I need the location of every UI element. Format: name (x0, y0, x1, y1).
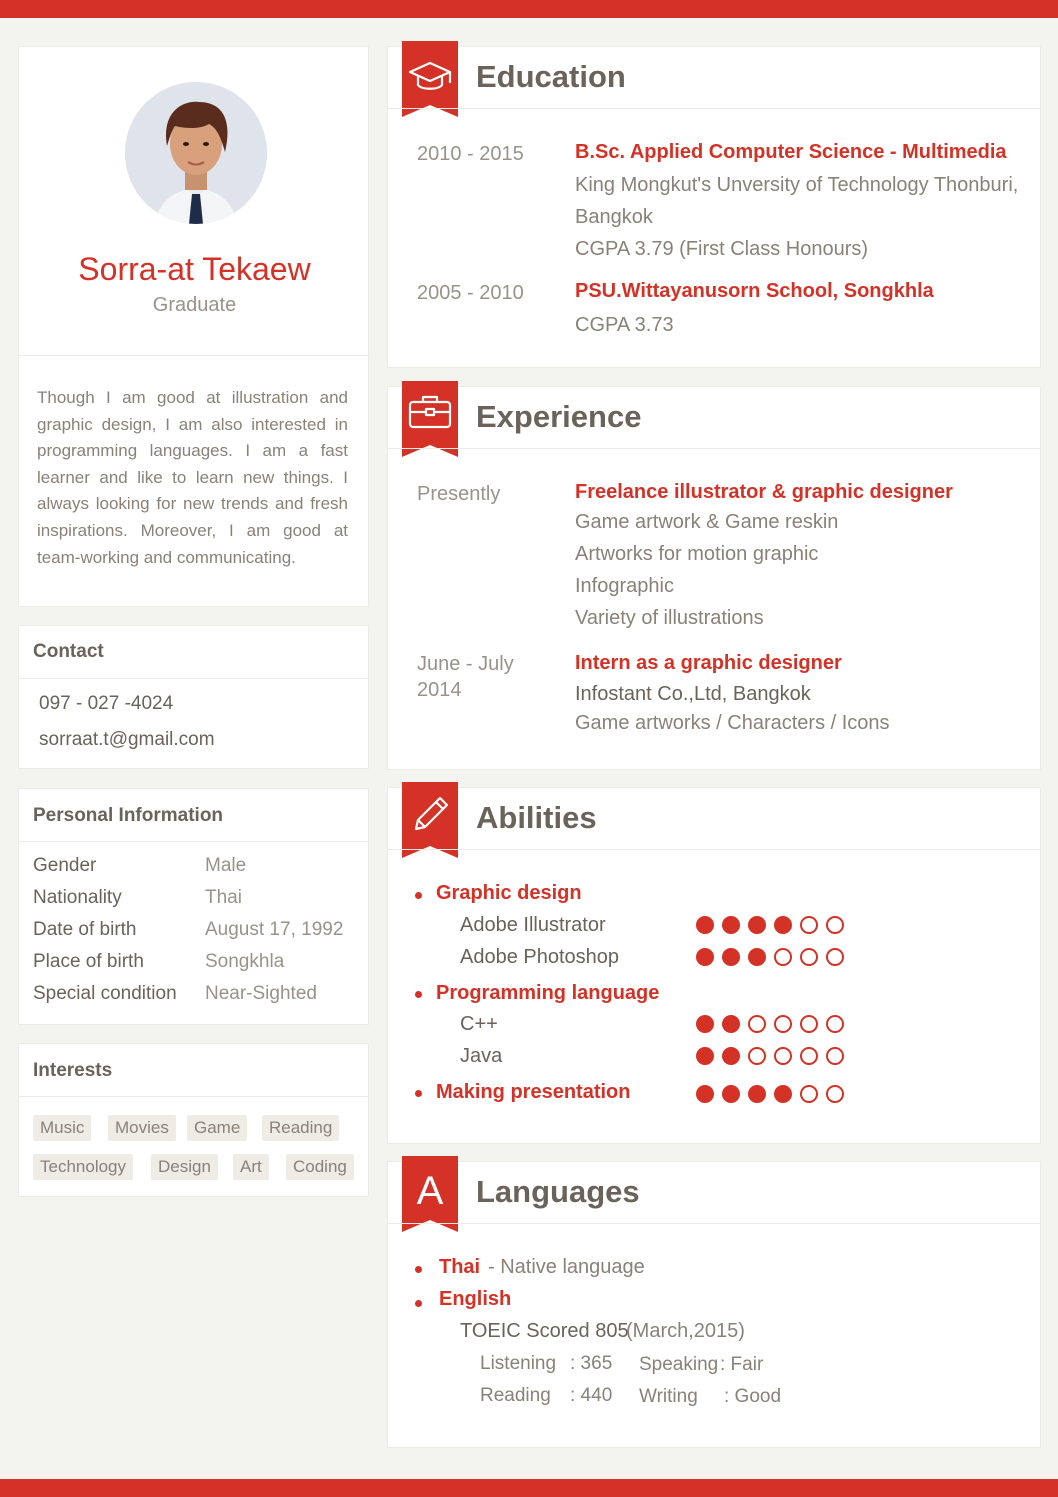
experience-role: Freelance illustrator & graphic designer (575, 481, 953, 503)
interest-tag: Reading (262, 1115, 339, 1141)
rating-dot-filled (774, 916, 792, 934)
rating-dot-filled (696, 916, 714, 934)
listening-value: : 365 (570, 1353, 613, 1374)
skill-rating (696, 1047, 844, 1065)
personal-info-title: Personal Information (33, 805, 224, 826)
experience-section (387, 386, 1041, 770)
experience-ribbon (402, 381, 458, 457)
divider (19, 355, 370, 356)
rating-dot-empty (774, 1047, 792, 1065)
interests-card (18, 1043, 369, 1197)
rating-dot-empty (800, 1085, 818, 1103)
divider (19, 1096, 368, 1097)
skill-rating (696, 916, 844, 934)
experience-date: Presently (417, 483, 501, 505)
rating-dot-filled (722, 916, 740, 934)
experience-line: Game artworks / Characters / Icons (575, 712, 890, 734)
divider (388, 108, 1040, 109)
bullet (415, 1266, 422, 1273)
language-thai: Thai (439, 1256, 481, 1278)
profile-name: Sorra-at Tekaew (78, 251, 311, 287)
interests-title: Interests (33, 1060, 113, 1081)
rating-dot-empty (800, 1015, 818, 1033)
education-degree: B.Sc. Applied Computer Science - Multimedia (575, 141, 1007, 163)
interest-tag: Game (187, 1115, 247, 1141)
ability-group: Programming language (436, 982, 660, 1004)
listening-label: Listening (480, 1353, 557, 1374)
ability-skill: Java (460, 1045, 503, 1067)
experience-role: Intern as a graphic designer (575, 652, 842, 674)
experience-line: Infographic (575, 575, 674, 597)
ability-group: Graphic design (436, 882, 582, 904)
rating-dot-filled (722, 1047, 740, 1065)
education-line: King Mongkut's Unversity of Technology Thonburi, (575, 174, 1019, 196)
skill-rating (696, 1015, 844, 1033)
dob-label: Date of birth (33, 919, 137, 940)
experience-date: June - July (417, 653, 514, 675)
rating-dot-empty (826, 916, 844, 934)
abilities-ribbon (402, 782, 458, 858)
rating-dot-filled (722, 1015, 740, 1033)
rating-dot-empty (800, 1047, 818, 1065)
nationality-value: Thai (205, 887, 242, 908)
about-text: Though I am good at illustration and graphic design, I am also interested in programming languages. I am a fast learner and like to learn new things. I always looking for new trends and fresh inspirations. Moreover, I am good at team-working and communicating. (37, 388, 348, 567)
special-condition-label: Special condition (33, 983, 177, 1004)
education-title: Education (476, 59, 626, 94)
writing-value: : Good (724, 1386, 782, 1407)
abilities-section (387, 787, 1041, 1144)
experience-company: Infostant Co.,Ltd, Bangkok (575, 683, 811, 705)
bullet (415, 1090, 422, 1097)
dob-value: August 17, 1992 (205, 919, 344, 940)
toeic-date: (March,2015) (626, 1320, 745, 1342)
speaking-label: Speaking (639, 1354, 719, 1375)
rating-dot-filled (748, 916, 766, 934)
contact-phone[interactable]: 097 - 027 -4024 (39, 693, 174, 714)
languages-ribbon (402, 1156, 458, 1232)
rating-dot-filled (696, 948, 714, 966)
contact-title: Contact (33, 641, 104, 662)
divider (388, 1223, 1040, 1224)
education-date: 2010 - 2015 (417, 143, 524, 165)
rating-dot-empty (774, 948, 792, 966)
ability-skill: Adobe Illustrator (460, 914, 606, 936)
special-condition-value: Near-Sighted (205, 983, 317, 1004)
skill-rating (696, 1085, 844, 1103)
letter-a-icon: A (416, 1169, 444, 1213)
languages-title: Languages (476, 1174, 640, 1209)
bullet (415, 892, 422, 899)
rating-dot-empty (826, 1015, 844, 1033)
nationality-label: Nationality (33, 887, 122, 908)
interest-tag: Design (151, 1154, 218, 1180)
education-ribbon (402, 41, 458, 117)
education-line: CGPA 3.79 (First Class Honours) (575, 238, 869, 260)
ability-skill: Adobe Photoshop (460, 946, 620, 968)
rating-dot-empty (826, 948, 844, 966)
interest-tag: Coding (286, 1154, 354, 1180)
rating-dot-filled (774, 1085, 792, 1103)
experience-date-year: 2014 (417, 679, 462, 701)
rating-dot-filled (696, 1047, 714, 1065)
education-line: Bangkok (575, 206, 653, 228)
divider (388, 849, 1040, 850)
education-school: PSU.Wittayanusorn School, Songkhla (575, 280, 934, 302)
rating-dot-empty (826, 1085, 844, 1103)
interest-tag: Technology (33, 1154, 133, 1180)
reading-value: : 440 (570, 1385, 613, 1406)
personal-info-card (18, 788, 369, 1025)
rating-dot-filled (696, 1015, 714, 1033)
rating-dot-empty (774, 1015, 792, 1033)
education-line: CGPA 3.73 (575, 314, 674, 336)
divider (388, 448, 1040, 449)
bullet (415, 991, 422, 998)
top-accent-bar (0, 0, 1058, 18)
experience-line: Artworks for motion graphic (575, 543, 819, 565)
bottom-accent-bar (0, 1479, 1058, 1497)
education-section (387, 46, 1041, 368)
experience-title: Experience (476, 399, 642, 434)
rating-dot-empty (800, 948, 818, 966)
experience-line: Variety of illustrations (575, 607, 764, 629)
pob-label: Place of birth (33, 951, 144, 972)
skill-rating (696, 948, 844, 966)
experience-line: Game artwork & Game reskin (575, 511, 839, 533)
toeic-score: TOEIC Scored 805 (460, 1320, 629, 1342)
speaking-value: : Fair (720, 1354, 764, 1375)
interest-tag: Music (33, 1115, 91, 1141)
avatar (125, 82, 267, 224)
interest-tag: Movies (108, 1115, 176, 1141)
education-date: 2005 - 2010 (417, 282, 524, 304)
divider (19, 841, 368, 842)
pob-value: Songkhla (205, 951, 285, 972)
gender-label: Gender (33, 855, 97, 876)
rating-dot-empty (826, 1047, 844, 1065)
rating-dot-empty (748, 1015, 766, 1033)
rating-dot-empty (800, 916, 818, 934)
divider (19, 678, 368, 679)
reading-label: Reading (480, 1385, 551, 1406)
contact-email[interactable]: sorraat.t@gmail.com (39, 729, 215, 750)
profile-role: Graduate (152, 294, 237, 316)
gender-value: Male (205, 855, 247, 876)
rating-dot-filled (748, 948, 766, 966)
abilities-title: Abilities (476, 800, 597, 835)
profile-card (18, 46, 369, 607)
interest-tag: Art (233, 1154, 269, 1180)
languages-section (387, 1161, 1041, 1448)
ability-skill: C++ (460, 1013, 498, 1035)
ability-group: Making presentation (436, 1081, 631, 1103)
rating-dot-filled (722, 1085, 740, 1103)
contact-card (18, 625, 369, 769)
rating-dot-filled (748, 1085, 766, 1103)
bullet (415, 1300, 422, 1307)
rating-dot-filled (696, 1085, 714, 1103)
rating-dot-filled (722, 948, 740, 966)
language-english: English (439, 1288, 512, 1310)
language-thai-desc: - Native language (488, 1256, 645, 1278)
rating-dot-empty (748, 1047, 766, 1065)
writing-label: Writing (639, 1386, 698, 1407)
